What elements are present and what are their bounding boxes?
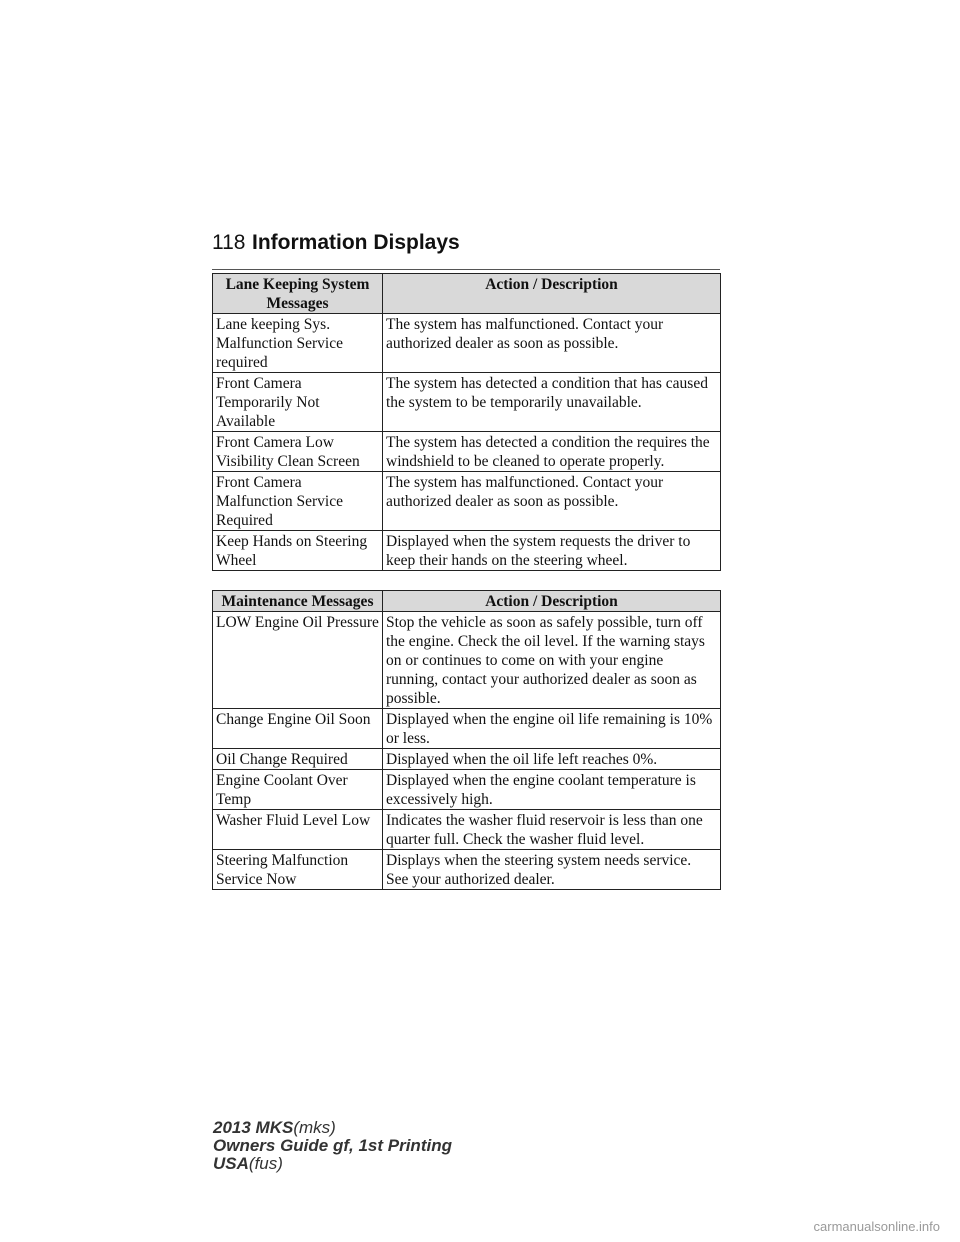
- page-number: 118: [212, 231, 246, 254]
- column-header-messages: Lane Keeping System Messages: [213, 274, 383, 314]
- message-cell: Lane keeping Sys. Malfunction Service required: [213, 314, 383, 373]
- footer-model: 2013 MKS: [213, 1118, 294, 1137]
- description-cell: The system has malfunctioned. Contact your authorized dealer as soon as possible.: [383, 472, 721, 531]
- table-row: [213, 770, 721, 810]
- description-cell: The system has detected a condition the requires the windshield to be cleaned to operate properly.: [383, 432, 721, 472]
- table-header-row: [213, 274, 721, 314]
- lane-keeping-messages-table: [212, 273, 721, 571]
- table-row: [213, 612, 721, 709]
- description-cell: The system has detected a condition that has caused the system to be temporarily unavailable.: [383, 373, 721, 432]
- table-header-row: [213, 591, 721, 612]
- table-row: [213, 709, 721, 749]
- watermark: carmanualsonline.info: [813, 1219, 940, 1234]
- column-header-messages: Maintenance Messages: [213, 591, 383, 612]
- table-row: [213, 749, 721, 770]
- description-cell: Stop the vehicle as soon as safely possible, turn off the engine. Check the oil level. If the warning stays on or continues to come on with your engine running, contact your authorized dealer as soon as possible.: [383, 612, 721, 709]
- description-cell: Displayed when the engine oil life remaining is 10% or less.: [383, 709, 721, 749]
- footer-region: USA: [213, 1154, 249, 1173]
- table-row: [213, 810, 721, 850]
- description-cell: Displayed when the engine coolant temperature is excessively high.: [383, 770, 721, 810]
- footer-region-code: (fus): [248, 1154, 283, 1173]
- table-row: [213, 531, 721, 571]
- description-cell: Displays when the steering system needs service. See your authorized dealer.: [383, 850, 721, 890]
- page-title: Information Displays: [252, 231, 460, 254]
- message-cell: Oil Change Required: [213, 749, 383, 770]
- description-cell: Displayed when the oil life left reaches 0%.: [383, 749, 721, 770]
- footer-model-code: (mks): [293, 1118, 336, 1137]
- message-cell: Steering Malfunction Service Now: [213, 850, 383, 890]
- message-cell: Washer Fluid Level Low: [213, 810, 383, 850]
- footer-line-model: [213, 1119, 452, 1137]
- column-header-description: Action / Description: [383, 274, 721, 314]
- message-cell: Engine Coolant Over Temp: [213, 770, 383, 810]
- table-row: [213, 472, 721, 531]
- table-row: [213, 432, 721, 472]
- description-cell: Indicates the washer fluid reservoir is less than one quarter full. Check the washer fluid level.: [383, 810, 721, 850]
- column-header-description: Action / Description: [383, 591, 721, 612]
- footer-line-guide: [213, 1137, 452, 1155]
- message-cell: LOW Engine Oil Pressure: [213, 612, 383, 709]
- description-cell: Displayed when the system requests the driver to keep their hands on the steering wheel.: [383, 531, 721, 571]
- description-cell: The system has malfunctioned. Contact your authorized dealer as soon as possible.: [383, 314, 721, 373]
- message-cell: Front Camera Low Visibility Clean Screen: [213, 432, 383, 472]
- table-row: [213, 373, 721, 432]
- page-header: [212, 231, 720, 270]
- message-cell: Change Engine Oil Soon: [213, 709, 383, 749]
- message-cell: Front Camera Temporarily Not Available: [213, 373, 383, 432]
- message-cell: Keep Hands on Steering Wheel: [213, 531, 383, 571]
- maintenance-messages-table: [212, 590, 721, 890]
- table-row: [213, 850, 721, 890]
- message-cell: Front Camera Malfunction Service Required: [213, 472, 383, 531]
- footer-guide: Owners Guide gf, 1st Printing: [213, 1136, 452, 1155]
- table-row: [213, 314, 721, 373]
- print-footer: [213, 1119, 452, 1173]
- footer-line-region: [213, 1155, 452, 1173]
